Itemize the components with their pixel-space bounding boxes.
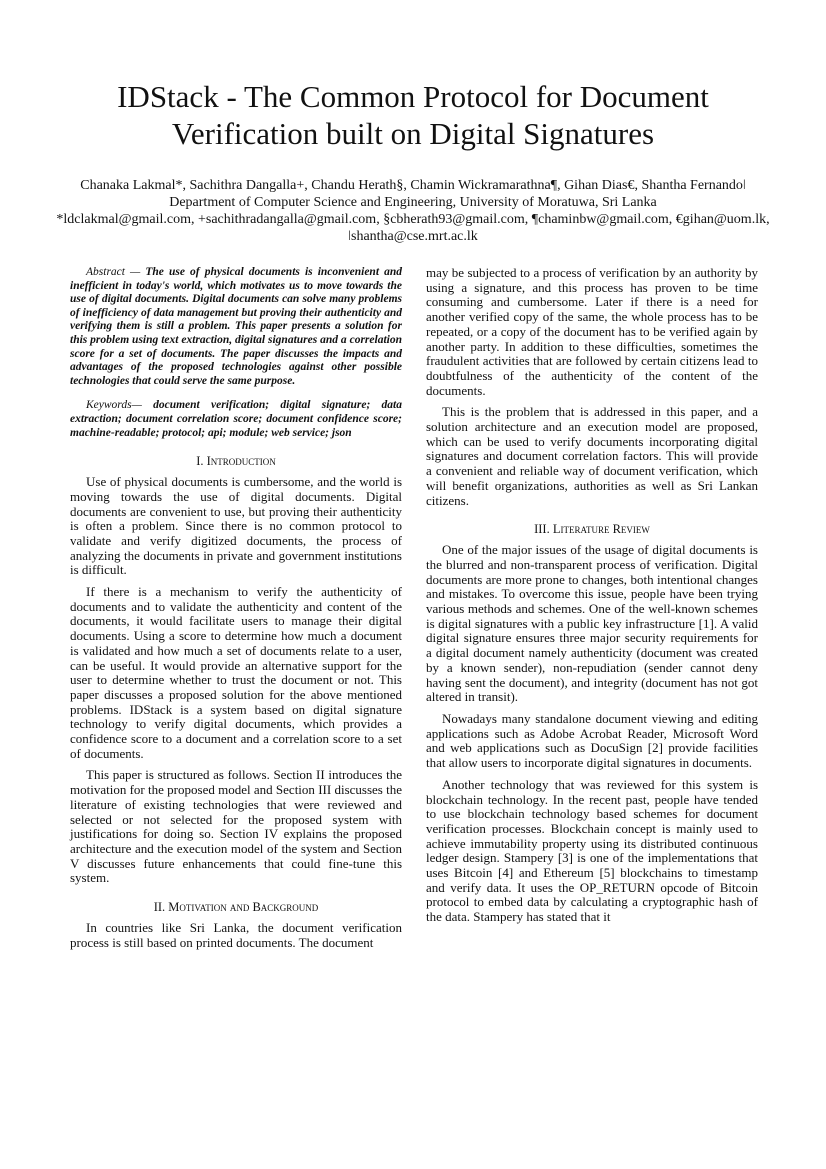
abstract	[70, 266, 402, 388]
paragraph: If there is a mechanism to verify the authenticity of documents and to validate the authenticity and content of the documents, it would facilitate users to manage their digital documents. Using a score to determine how much a document is validated and how much a set of documents relate to a user, can be useful. It would provide an alternative support for the user to determine whether to trust the document or not. This paper discusses a proposed solution for the above mentioned problems. IDStack is a system based on digital signature technology to verify digital documents, which provides a confidence score to a document and a correlation score to a set of documents.	[70, 584, 402, 761]
paragraph: This paper is structured as follows. Section II introduces the motivation for the proposed model and Section III discusses the literature of existing technologies that were reviewed and selected or not selected for the proposed system with justifications for doing so. Section IV explains the proposed architecture and the execution model of the system and Section V discusses future enhancements that could fine-tune this system.	[70, 767, 402, 886]
section-heading-literature	[426, 522, 758, 537]
paper-title: IDStack - The Common Protocol for Document Verification built on Digital Signatures	[117, 79, 709, 151]
section-title: Motivation and Background	[168, 900, 319, 915]
paragraph-continued: may be subjected to a process of verification by an authority by using a signature, and this process has proven to be time consuming and cumbersome. Later if there is a need for another verified copy of the same, the whole process has to be repeated, or a copy of the document has to be verified again by another party. In addition to these difficulties, sometimes the fraudulent activities that are followed by certain citizens lead to doubtfulness of the authenticity of the content of the documents.	[426, 265, 758, 398]
author-emails: *ldclakmal@gmail.com, +sachithradangalla@gmail.com, §cbherath93@gmail.com, ¶chaminbw@gmail.com, €gihan@uom.lk,	[56, 212, 770, 227]
left-column	[70, 266, 402, 958]
abstract-label: Abstract —	[86, 266, 141, 278]
section-number: III.	[534, 522, 550, 537]
paragraph: In countries like Sri Lanka, the document verification process is still based on printed documents. The document	[70, 920, 402, 950]
paragraph: Nowadays many standalone document viewing and editing applications such as Adobe Acrobat Reader, Microsoft Word and web applications such as DocuSign [2] provide facilities that allow users to incorporate digital signatures in documents.	[426, 710, 758, 771]
section-heading-introduction	[70, 454, 402, 469]
paragraph: One of the major issues of the usage of digital documents is the blurred and non-transparent process of verification. Digital documents are more prone to changes, both intentional changes and mistakes. To overcome this issue, people have been trying various methods and schemes. One of the well-known schemes is digital signatures with a public key infrastructure [1]. A valid digital signature ensures three major security requirements for a digital document namely authenticity (document was created by a known sender), non-repudiation (sender cannot deny having sent the document), and integrity (document has not got altered in transit).	[426, 542, 758, 705]
abstract-text: The use of physical documents is inconvenient and inefficient in today's world, which motivates us to move towards the use of digital documents. Digital documents can solve many problems of inefficiency of data management but proving their authenticity and verifying them is still a problem. This paper presents a solution for this problem using text extraction, digital signatures and a correlation score for a set of documents. The paper discusses the impacts and advantages of the proposed technologies against other possible technologies that could serve the same purpose.	[70, 266, 403, 387]
author-emails-cont: ǀshantha@cse.mrt.ac.lk	[348, 229, 478, 244]
right-column	[426, 266, 758, 932]
section-number: I.	[196, 454, 204, 469]
section-title: Introduction	[206, 454, 276, 469]
section-number: II.	[153, 900, 166, 915]
keywords-text: document verification; digital signature; data extraction; document correlation score; document confidence score; machine-readable; protocol; api; module; web service; json	[70, 399, 402, 439]
author-affiliation: Department of Computer Science and Engineering, University of Moratuwa, Sri Lanka	[169, 195, 657, 210]
section-title: Literature Review	[552, 522, 650, 537]
keywords-label: Keywords—	[86, 399, 142, 412]
paragraph: Use of physical documents is cumbersome, and the world is moving towards the use of digital documents. Digital documents are convenient to use, but proving their authenticity is often a problem. Since there is no common protocol to validate and verify digitized documents, the process of analyzing the documents in private and government institutions is difficult.	[70, 474, 402, 578]
author-names: Chanaka Lakmal*, Sachithra Dangalla+, Chandu Herath§, Chamin Wickramarathna¶, Gihan Dias€, Shantha Fernandoǀ	[80, 178, 746, 193]
paragraph: This is the problem that is addressed in this paper, and a solution architecture and an execution model are proposed, which can be used to verify documents incorporating digital signatures and document correlation factors. This will provide a convenient and reliable way of document verification, which will benefit organizations, authorities as well as Sri Lankan citizens.	[426, 404, 758, 508]
author-block	[40, 177, 786, 245]
paragraph: Another technology that was reviewed for this system is blockchain technology. In the recent past, people have tended to use blockchain technology based schemes for document verification processes. Blockchain concept is mainly used to achieve immutability property using its distributed continuous ledger design. Stampery [3] is one of the implementations that uses Bitcoin [4] and Ethereum [5] blockchains to timestamp and verify data. It uses the OP_RETURN opcode of Bitcoin protocol to embed data by calculating a cryptographic hash of the data. Stampery has stated that it	[426, 776, 758, 925]
keywords	[70, 399, 402, 440]
section-heading-motivation	[70, 900, 402, 915]
